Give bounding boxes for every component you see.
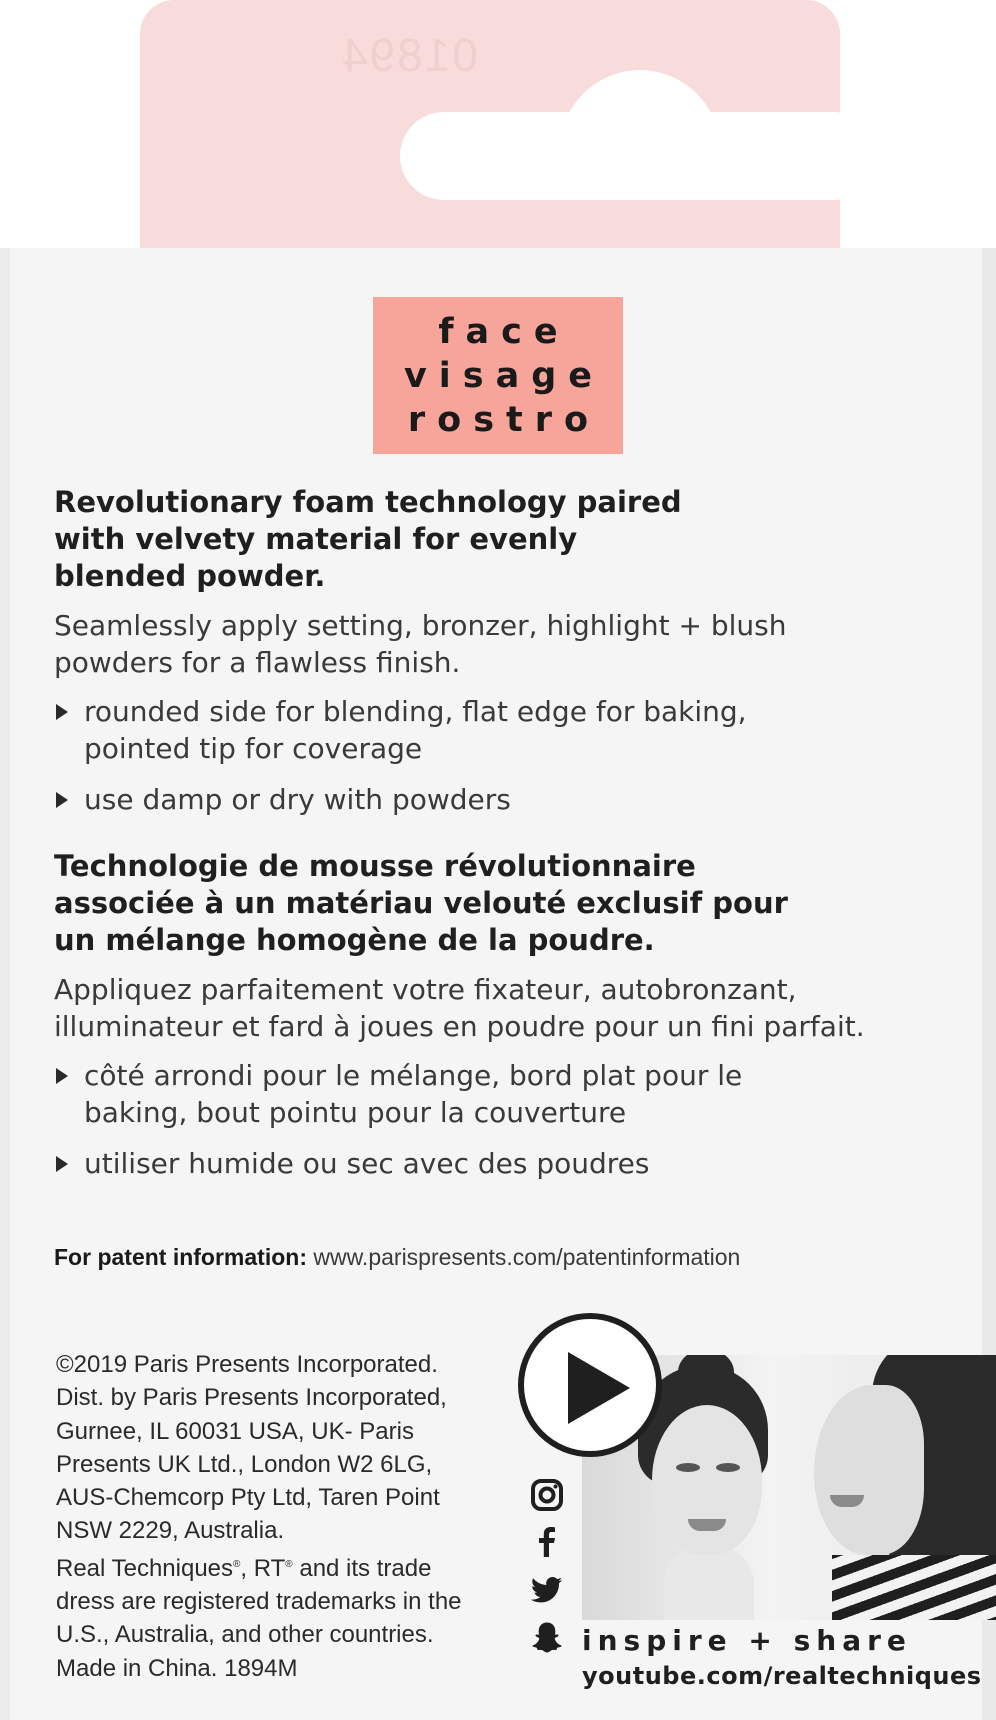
bullet-item (54, 781, 954, 818)
product-copy (54, 484, 954, 1196)
bullet-text: côté arrondi pour le mélange, bord plat pour le (84, 1059, 743, 1092)
model-face (652, 1405, 762, 1555)
model-face (814, 1385, 924, 1555)
bullet-text: rounded side for blending, flat edge for baking, (84, 695, 747, 728)
legal-line: Gurnee, IL 60031 USA, UK- Paris (56, 1417, 414, 1445)
striped-top (832, 1555, 996, 1620)
french-intro-line: illuminateur et fard à joues en poudre pour un fini parfait. (54, 1010, 865, 1043)
legal-line: dress are registered trademarks in the (56, 1588, 462, 1616)
french-bullets (54, 1057, 954, 1182)
registered-mark: ® (285, 1558, 293, 1570)
play-triangle (568, 1352, 630, 1424)
social-tagline: inspire + share (582, 1624, 912, 1657)
legal-line: Made in China. 1894M (56, 1654, 298, 1682)
badge-line-face: face (438, 311, 570, 352)
legal-line: Dist. by Paris Presents Incorporated, (56, 1384, 447, 1412)
bullet-text: pointed tip for coverage (84, 732, 423, 765)
badge-line-rostro: rostro (407, 399, 601, 440)
english-section (54, 484, 954, 818)
registered-mark: ® (233, 1558, 241, 1570)
legal-line: ©2019 Paris Presents Incorporated. (56, 1351, 438, 1378)
snapchat-icon[interactable] (530, 1620, 564, 1654)
french-intro-line: Appliquez parfaitement votre fixateur, autobronzant, (54, 973, 797, 1006)
english-intro (54, 607, 954, 681)
model-mouth (688, 1519, 726, 1531)
legal-line: NSW 2229, Australia. (56, 1517, 285, 1545)
english-headline-line: with velvety material for evenly (54, 522, 578, 556)
trademark-name: Real Techniques (56, 1554, 234, 1582)
legal-text (56, 1348, 516, 1685)
english-headline (54, 484, 954, 595)
twitter-icon[interactable] (530, 1572, 564, 1606)
category-badge (373, 297, 623, 454)
bullet-item (54, 693, 954, 767)
english-bullets (54, 693, 954, 818)
trademark-text: and its trade (292, 1554, 432, 1582)
model-neck (664, 1545, 754, 1620)
badge-line-visage: visage (403, 355, 605, 396)
model-eye (676, 1463, 700, 1472)
french-intro (54, 971, 954, 1045)
instagram-icon[interactable] (530, 1478, 564, 1512)
english-headline-line: Revolutionary foam technology paired (54, 485, 682, 519)
legal-line: Presents UK Ltd., London W2 6LG, (56, 1450, 433, 1478)
bullet-text: use damp or dry with powders (84, 783, 511, 816)
french-section (54, 848, 954, 1182)
panel-edge-left (0, 248, 10, 1720)
english-intro-line: Seamlessly apply setting, bronzer, highlight + blush (54, 609, 787, 642)
model-eye (716, 1463, 740, 1472)
legal-trademark-line (56, 1548, 516, 1585)
youtube-link[interactable]: youtube.com/realtechniques (582, 1662, 982, 1690)
french-headline-line: associée à un matériau velouté exclusif pour (54, 886, 788, 920)
patent-url[interactable]: www.parispresents.com/patentinformation (313, 1244, 741, 1270)
legal-line: U.S., Australia, and other countries. (56, 1621, 434, 1649)
bullet-item (54, 1057, 954, 1131)
legal-line: AUS-Chemcorp Pty Ltd, Taren Point (56, 1484, 440, 1512)
hang-hole (400, 112, 878, 200)
french-headline-line: Technologie de mousse révolutionnaire (54, 849, 696, 883)
trademark-name: , RT (240, 1554, 286, 1582)
tab-code: 01894 (340, 29, 478, 81)
facebook-icon[interactable] (530, 1524, 564, 1558)
play-icon[interactable] (518, 1313, 662, 1457)
bullet-text: baking, bout pointu pour la couverture (84, 1096, 627, 1129)
english-intro-line: powders for a flawless finish. (54, 646, 461, 679)
french-headline (54, 848, 954, 959)
bullet-item (54, 1145, 954, 1182)
french-headline-line: un mélange homogène de la poudre. (54, 923, 655, 957)
patent-label: For patent information: (54, 1244, 307, 1270)
english-headline-line: blended powder. (54, 559, 326, 593)
bullet-text: utiliser humide ou sec avec des poudres (84, 1147, 650, 1180)
patent-info (54, 1244, 740, 1271)
